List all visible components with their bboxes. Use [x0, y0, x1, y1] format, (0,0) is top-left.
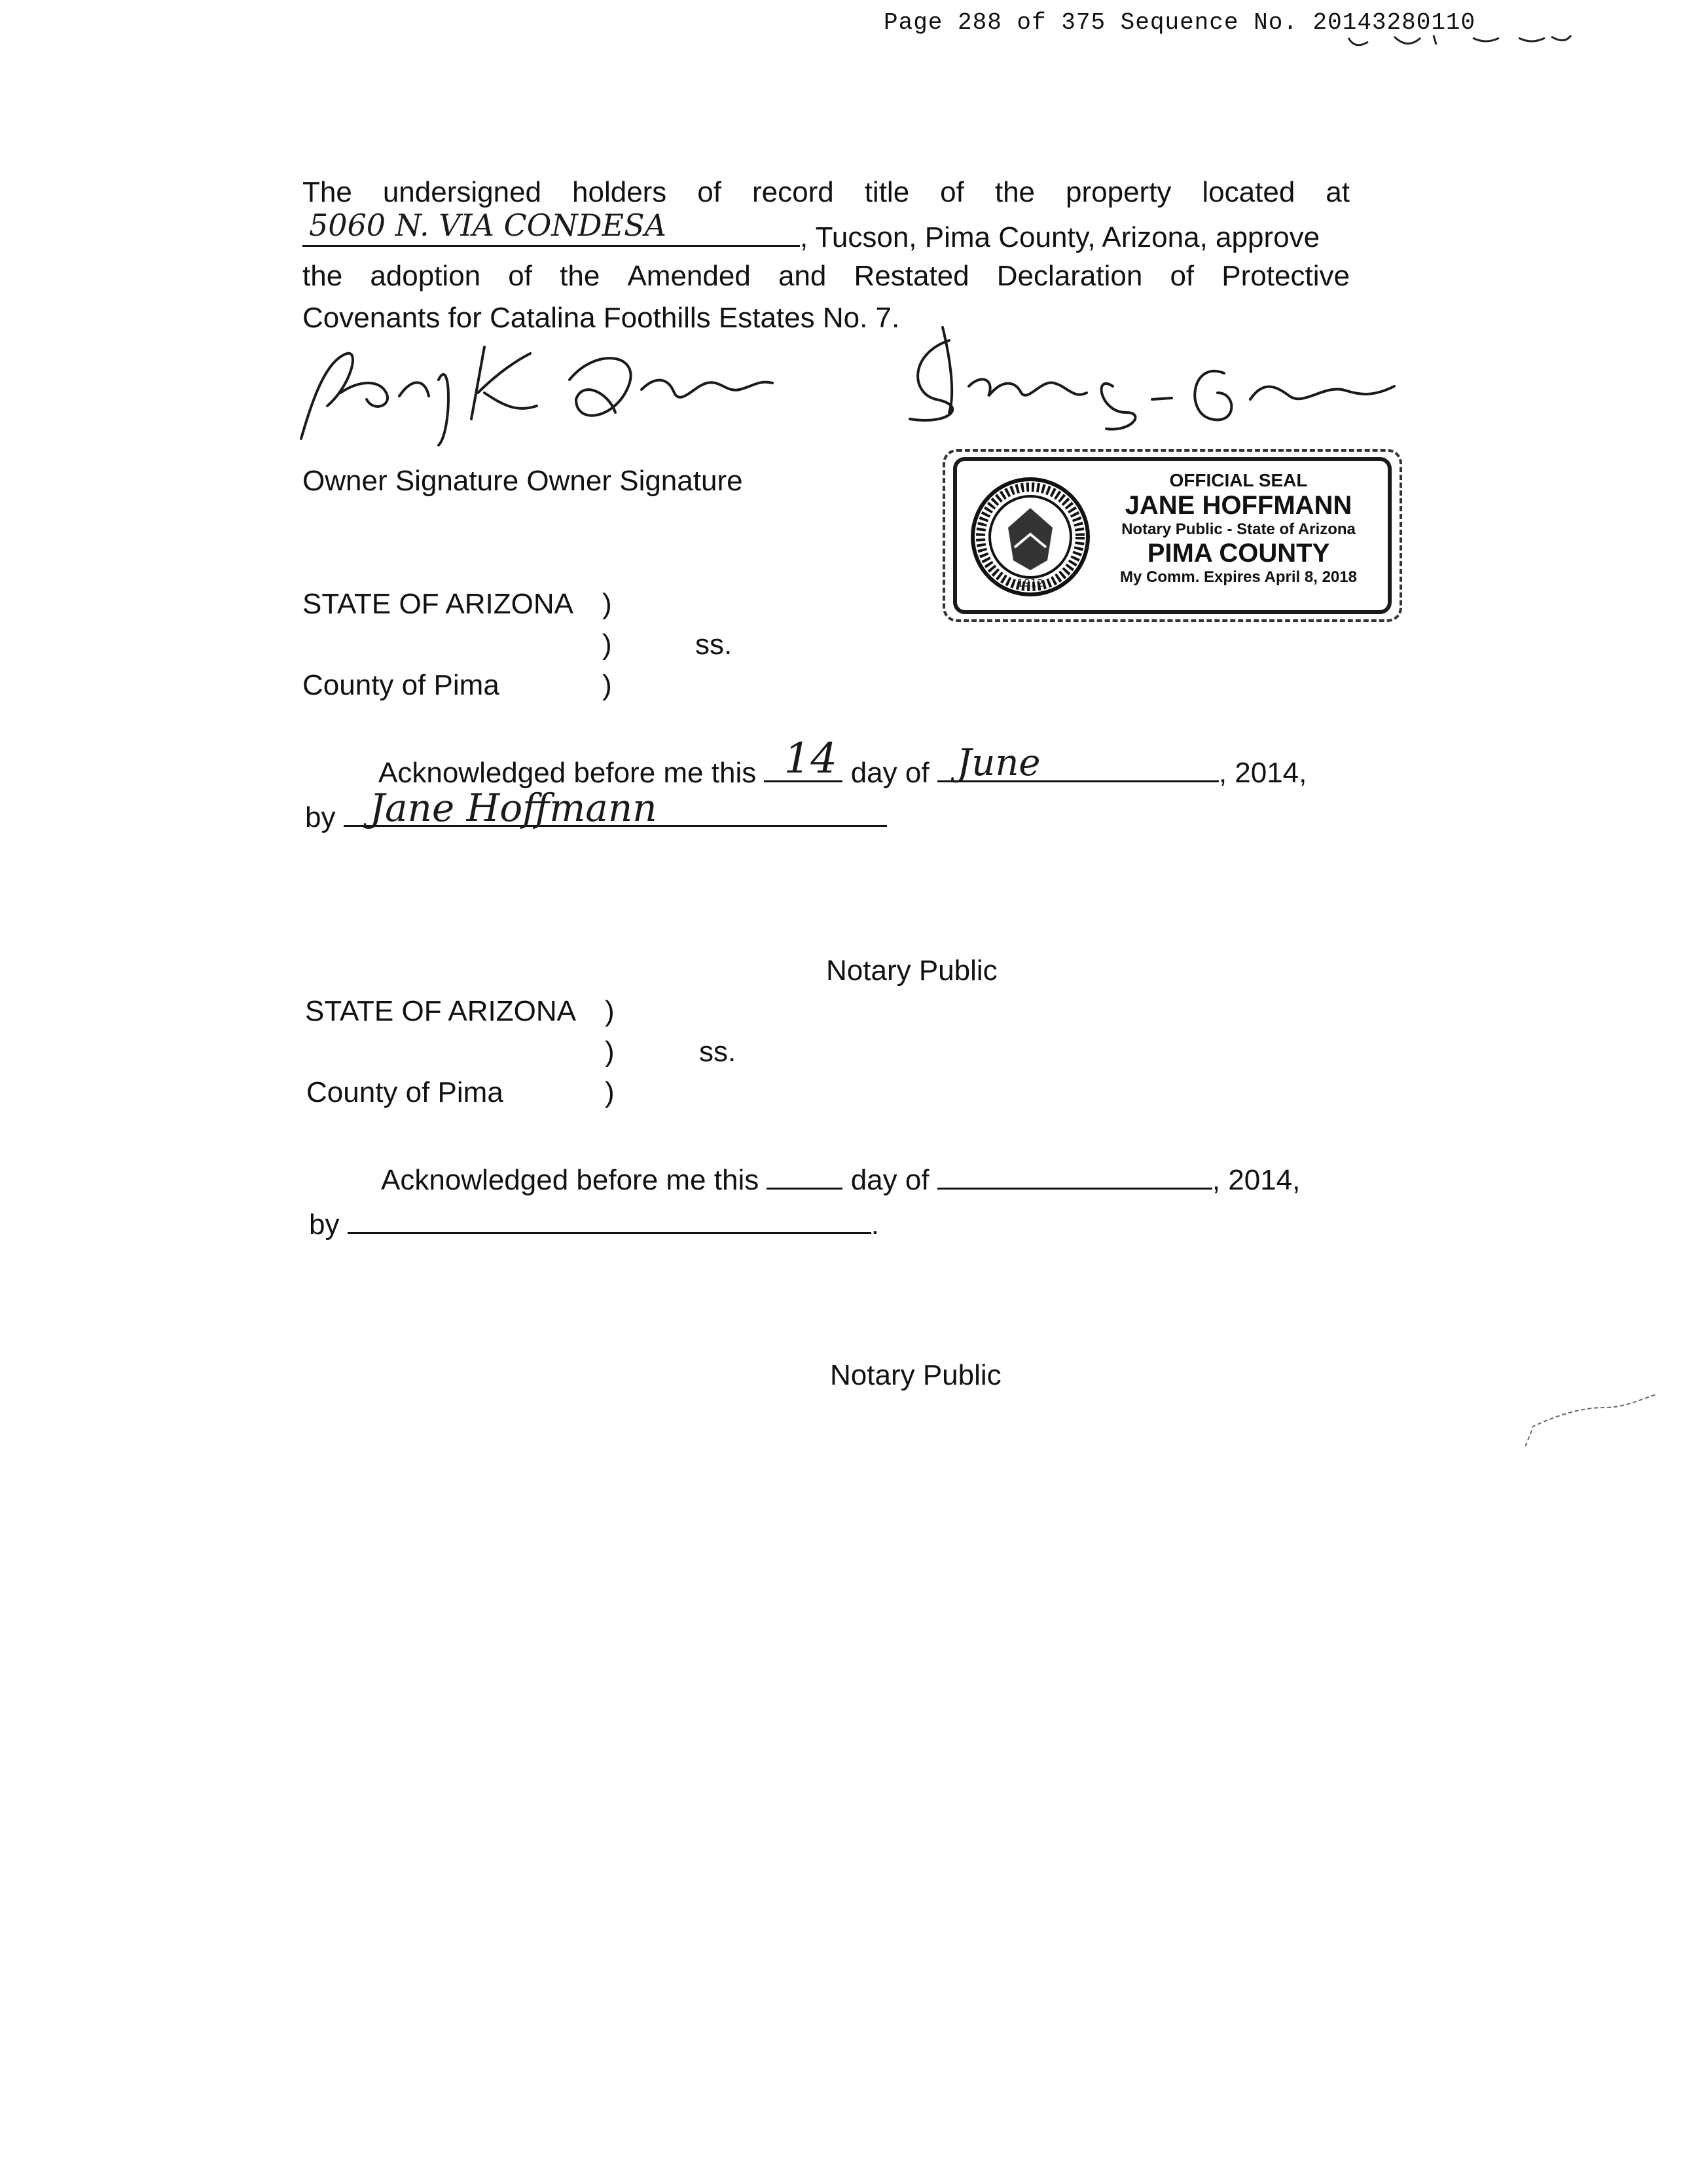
month-field-blank	[937, 1157, 1212, 1190]
ack-line-2	[381, 1157, 1300, 1197]
paren: )	[602, 669, 612, 701]
word: and	[778, 260, 827, 292]
by-label: by	[309, 1209, 340, 1241]
by-line-2	[309, 1202, 879, 1241]
seal-official: OFFICIAL SEAL	[1169, 470, 1308, 490]
address-handwritten: 5060 N. VIA CONDESA	[309, 208, 666, 243]
ack-line-1	[378, 735, 1307, 790]
by-value: Jane Hoffmann	[369, 786, 657, 830]
word: of	[1170, 260, 1195, 292]
header-handwriting-marks	[1342, 31, 1578, 51]
word: of	[940, 176, 964, 208]
paren: )	[605, 1076, 615, 1108]
word: Restated	[854, 260, 969, 292]
notary-public-label-1: Notary Public	[826, 955, 998, 987]
day-value: 14	[784, 735, 837, 783]
notary-public-label-2: Notary Public	[830, 1359, 1002, 1391]
word: the	[302, 260, 343, 292]
word: Protective	[1221, 260, 1350, 292]
address-suffix: , Tucson, Pima County, Arizona, approve	[800, 221, 1320, 253]
stray-pen-mark	[1519, 1381, 1663, 1453]
seal-name: JANE HOFFMANN	[1125, 491, 1352, 520]
month-value: June	[956, 742, 1041, 784]
page-header: Page 288 of 375 Sequence No. 20143280110	[884, 9, 1476, 36]
seal-county: PIMA COUNTY	[1147, 539, 1330, 568]
ss-label-1: ss.	[695, 628, 732, 661]
by-line-1	[305, 786, 887, 834]
notary-seal	[953, 457, 1392, 614]
paren: )	[602, 628, 612, 661]
word: holders	[572, 176, 667, 208]
year-label: , 2014,	[1218, 757, 1307, 789]
word: of	[697, 176, 721, 208]
paren: )	[602, 588, 612, 620]
owner-signature-2	[897, 314, 1420, 445]
paren: )	[605, 995, 615, 1027]
word: record	[751, 176, 834, 208]
owner-signature-label: Owner Signature Owner Signature	[302, 465, 743, 497]
word: at	[1326, 176, 1350, 208]
seal-expiry: My Comm. Expires April 8, 2018	[1120, 568, 1357, 586]
word: Declaration	[996, 260, 1143, 292]
paragraph-line-4: Covenants for Catalina Foothills Estates No. 7.	[302, 302, 900, 334]
county-label-1: County of Pima	[302, 669, 499, 701]
paren: )	[605, 1036, 615, 1068]
year-label: , 2014,	[1212, 1164, 1301, 1196]
emblem-year: 1912	[1017, 577, 1044, 589]
word: the	[560, 260, 600, 292]
period: .	[871, 1209, 879, 1241]
word: undersigned	[382, 176, 542, 208]
state-label-2: STATE OF ARIZONA	[305, 995, 576, 1027]
by-field	[344, 786, 887, 830]
word: located	[1202, 176, 1295, 208]
county-label-2: County of Pima	[306, 1076, 503, 1108]
word: Amended	[627, 260, 751, 292]
month-field	[937, 742, 1219, 784]
word: the	[994, 176, 1036, 208]
day-of-label: day of	[850, 1164, 930, 1196]
paragraph-line-2	[302, 208, 1350, 255]
address-field	[302, 208, 800, 247]
word: title	[864, 176, 910, 208]
day-field-blank	[767, 1157, 842, 1190]
state-label-1: STATE OF ARIZONA	[302, 588, 573, 620]
seal-text	[1094, 470, 1383, 587]
word: adoption	[370, 260, 481, 292]
by-field-blank	[348, 1202, 871, 1234]
ack-prefix: Acknowledged before me this	[381, 1164, 759, 1196]
word: The	[302, 176, 352, 208]
day-of-label: day of	[850, 757, 930, 789]
arizona-state-emblem	[969, 475, 1092, 598]
seal-title: Notary Public - State of Arizona	[1121, 520, 1356, 538]
ss-label-2: ss.	[699, 1036, 736, 1068]
word: property	[1066, 176, 1172, 208]
paragraph-line-3	[302, 255, 1350, 297]
ack-prefix: Acknowledged before me this	[378, 757, 757, 789]
day-field	[764, 735, 842, 783]
by-label: by	[305, 801, 336, 833]
owner-signature-1	[288, 314, 812, 458]
word: of	[508, 260, 532, 292]
